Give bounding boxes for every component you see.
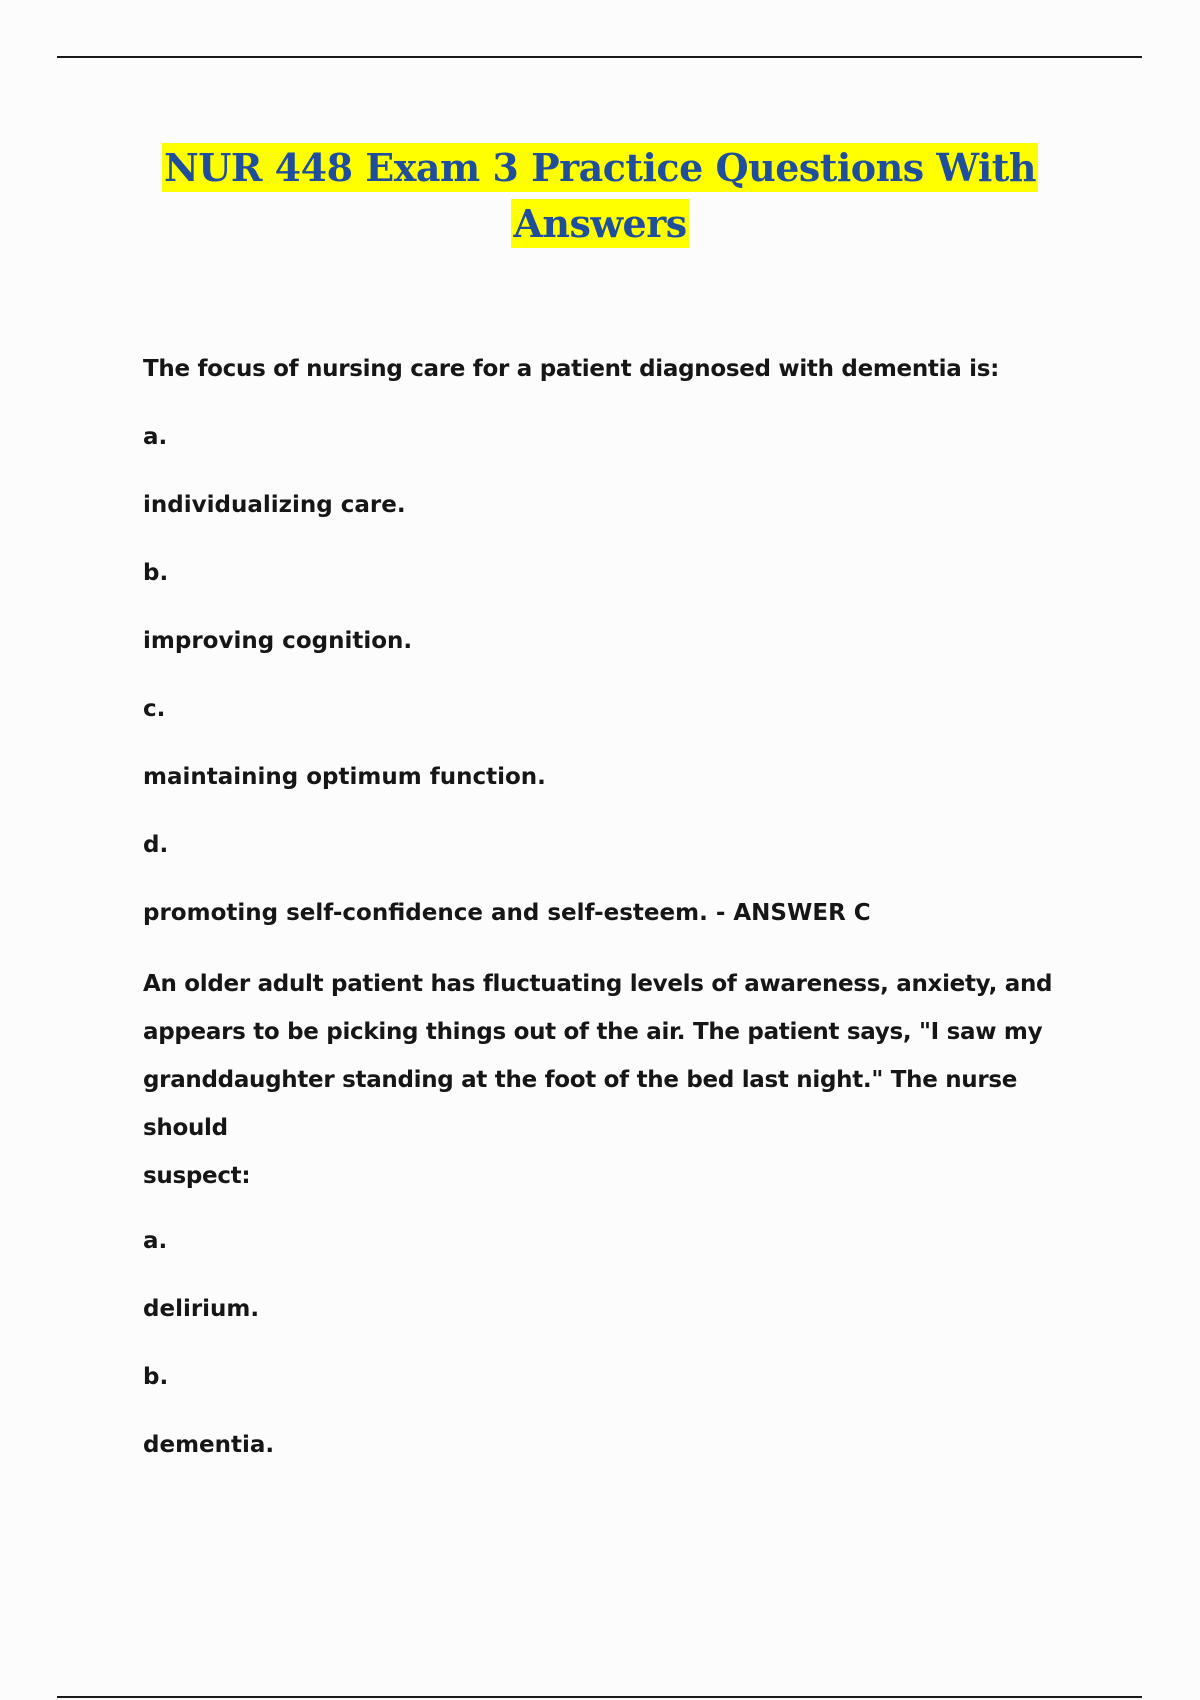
bottom-rule [57, 1696, 1142, 1698]
title-text-1: NUR 448 Exam 3 Practice Questions With [164, 145, 1036, 190]
q1-option-a-letter: a. [143, 424, 168, 450]
document-body [143, 348, 1083, 1492]
question-2-line-2: appears to be picking things out of the air. The patient says, "I saw my [143, 1019, 1043, 1045]
q1-option-a-text: individualizing care. [143, 492, 406, 518]
question-2-line-1: An older adult patient has fluctuating levels of awareness, anxiety, and [143, 971, 1053, 997]
document-title [60, 140, 1140, 252]
q1-option-b-text: improving cognition. [143, 628, 413, 654]
top-rule [57, 56, 1142, 58]
q1-option-b-letter: b. [143, 560, 169, 586]
question-2-line-4: suspect: [143, 1163, 251, 1189]
question-1-text: The focus of nursing care for a patient diagnosed with dementia is: [143, 356, 999, 382]
question-1 [143, 348, 1083, 960]
question-2-text [143, 960, 1083, 1220]
q1-option-d-letter: d. [143, 832, 169, 858]
q1-option-c-text: maintaining optimum function. [143, 764, 546, 790]
q2-option-a-text: delirium. [143, 1296, 260, 1322]
q1-option-d-text: promoting self-confidence and self-esteem. - ANSWER C [143, 900, 871, 926]
q2-option-a-letter: a. [143, 1228, 168, 1254]
q1-option-c-letter: c. [143, 696, 166, 722]
q2-option-b-letter: b. [143, 1364, 169, 1390]
question-2-line-3: granddaughter standing at the foot of the bed last night." The nurse should [143, 1067, 1018, 1141]
title-text-2: Answers [513, 201, 687, 246]
title-line-2 [60, 196, 1140, 252]
question-2 [143, 960, 1083, 1492]
title-line-1 [60, 140, 1140, 196]
q2-option-b-text: dementia. [143, 1432, 275, 1458]
